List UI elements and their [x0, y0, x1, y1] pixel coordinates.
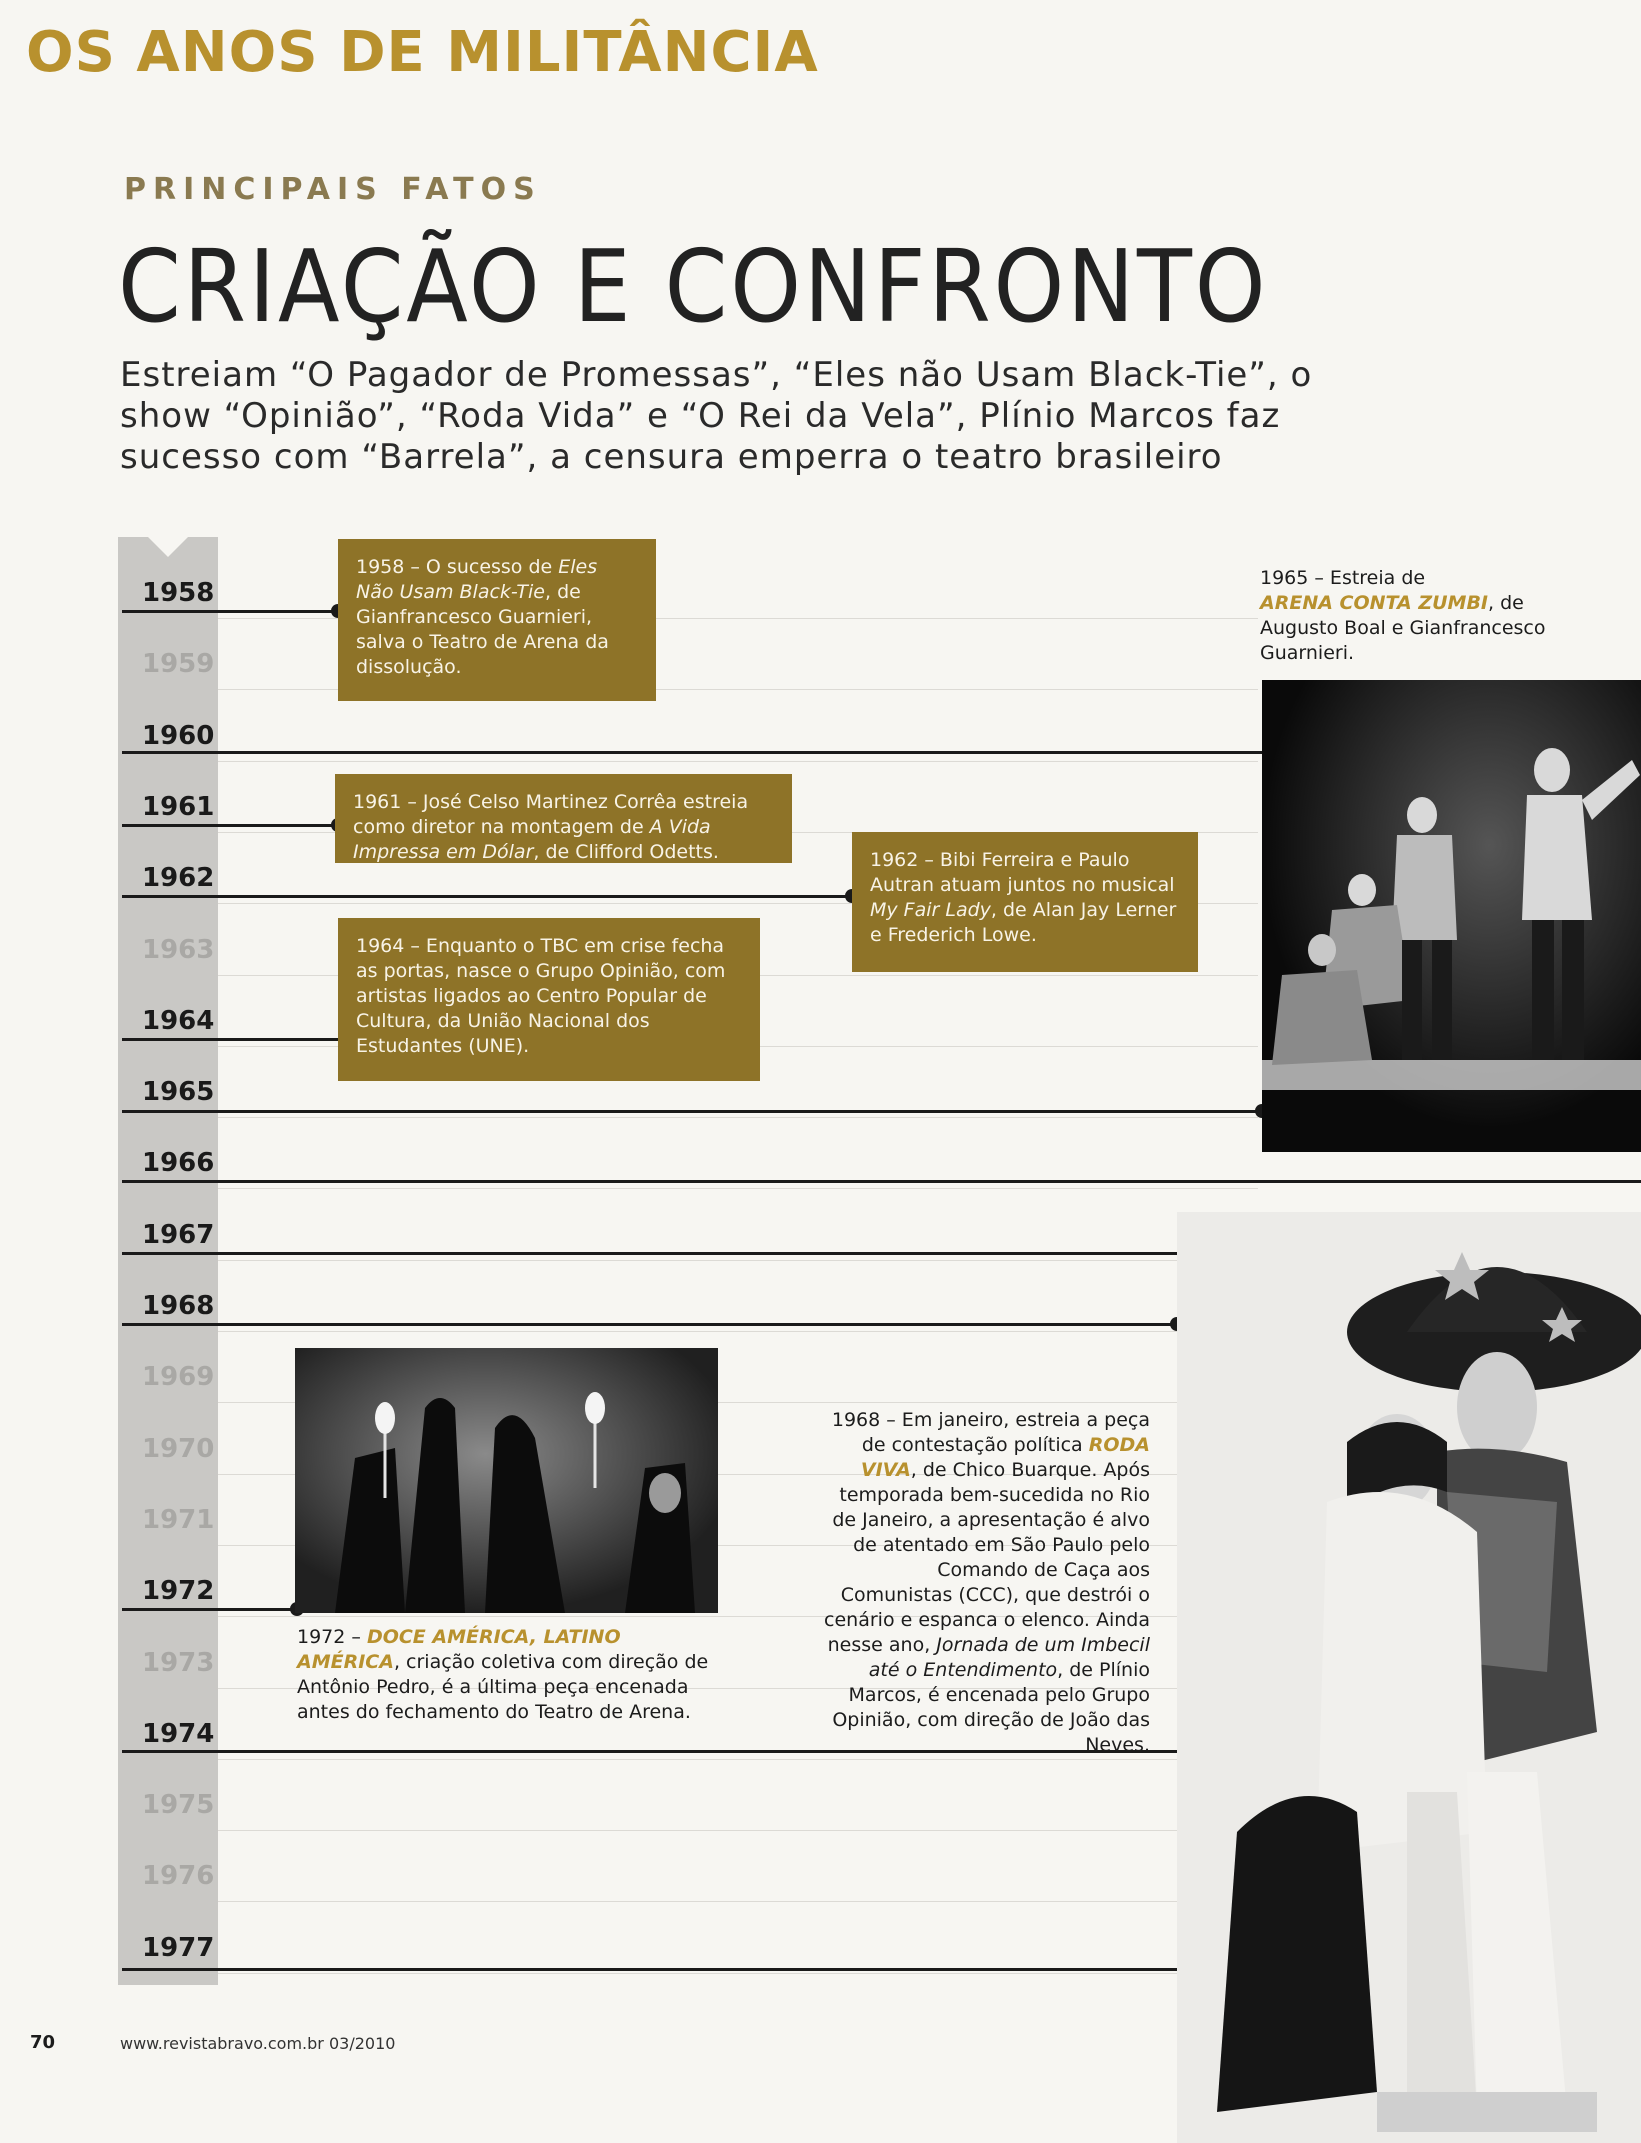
- year-1968: 1968: [142, 1291, 215, 1321]
- caption-1972: 1972 – DOCE AMÉRICA, LATINO AMÉRICA, criação coletiva com direção de Antônio Pedro, é a última peça encenada antes do fechamento do Teatro de Arena.: [297, 1626, 709, 1723]
- event-box-1962: 1962 – Bibi Ferreira e Paulo Autran atuam juntos no musical My Fair Lady, de Alan Jay Lerner e Frederich Lowe.: [852, 832, 1198, 972]
- year-1965: 1965: [142, 1077, 215, 1108]
- year-1973: 1973: [142, 1647, 215, 1678]
- connector-1964: [122, 1038, 338, 1041]
- kicker: PRINCIPAIS FATOS: [124, 172, 542, 207]
- headline: CRIAÇÃO E CONFRONTO: [118, 228, 1269, 345]
- grid-line: [218, 761, 1258, 762]
- year-1962: 1962: [142, 863, 215, 894]
- connector-1962: [122, 895, 852, 898]
- year-1976: 1976: [142, 1861, 215, 1892]
- section-title: OS ANOS DE MILITÂNCIA: [26, 20, 819, 85]
- year-1972: 1972: [142, 1576, 215, 1607]
- year-1977: 1977: [142, 1932, 215, 1963]
- photo-arena-conta-zumbi: [1262, 680, 1641, 1152]
- year-1959: 1959: [142, 649, 215, 680]
- grid-line: [218, 1260, 1258, 1261]
- year-1958: 1958: [142, 578, 215, 608]
- event-box-1958: 1958 – O sucesso de Eles Não Usam Black-Tie, de Gianfrancesco Guarnieri, salva o Teatro de Arena da dissolução.: [338, 539, 656, 701]
- lede: Estreiam “O Pagador de Promessas”, “Eles não Usam Black-Tie”, o show “Opinião”, “Roda Vida” e “O Rei da Vela”, Plínio Marcos faz sucesso com “Barrela”, a censura emperra o teatro brasileiro: [120, 355, 1313, 477]
- line-1968: [122, 1323, 1177, 1326]
- caption-1968: 1968 – Em janeiro, estreia a peça de contestação política RODA VIVA, de Chico Buarque. Após temporada bem-sucedida no Rio de Janeiro, a apresentação é alvo de atentado em São Paulo pelo Comando de Caça aos Comunistas (CCC), que destrói o cenário e espanca o elenco. Ainda nesse ano, Jornada de um Imbecil até o Entendimento, de Plínio Marcos, é encenada pelo Grupo Opinião, com direção de João das Neves.: [824, 1409, 1150, 1756]
- photo-doce-america: [295, 1348, 718, 1613]
- connector-1961: [122, 824, 338, 827]
- event-box-1961: 1961 – José Celso Martinez Corrêa estreia como diretor na montagem de A Vida Impressa em Dólar, de Clifford Odetts.: [335, 774, 792, 863]
- page-number: 70: [30, 2032, 56, 2053]
- photo-roda-viva: [1177, 1212, 1641, 2143]
- connector-1958: [122, 610, 338, 613]
- line-1965: [122, 1110, 1262, 1113]
- year-1964: 1964: [142, 1005, 215, 1036]
- year-1971: 1971: [142, 1504, 215, 1535]
- footer-site: www.revistabravo.com.br 03/2010: [120, 2034, 396, 2053]
- line-1977: [122, 1968, 1177, 1971]
- year-bar-notch: [148, 537, 188, 557]
- year-bar: [118, 537, 218, 1985]
- grid-line: [218, 1973, 1258, 1974]
- event-box-1964: 1964 – Enquanto o TBC em crise fecha as portas, nasce o Grupo Opinião, com artistas ligados ao Centro Popular de Cultura, da União Nacional dos Estudantes (UNE).: [338, 918, 760, 1081]
- year-1970: 1970: [142, 1433, 215, 1464]
- grid-line: [218, 1759, 1258, 1760]
- year-1974: 1974: [142, 1718, 215, 1749]
- grid-line: [218, 1331, 1258, 1332]
- line-1966: [122, 1180, 1641, 1183]
- grid-line: [218, 1830, 1258, 1831]
- year-1960: 1960: [142, 720, 215, 751]
- line-1967: [122, 1252, 1177, 1255]
- connector-1972: [122, 1608, 298, 1611]
- grid-line: [218, 1901, 1258, 1902]
- year-1975: 1975: [142, 1790, 215, 1821]
- year-1961: 1961: [142, 791, 215, 822]
- grid-line: [218, 1188, 1258, 1189]
- year-1966: 1966: [142, 1148, 215, 1179]
- year-1967: 1967: [142, 1219, 215, 1250]
- caption-1965: 1965 – Estreia de ARENA CONTA ZUMBI, de Augusto Boal e Gianfrancesco Guarnieri.: [1260, 567, 1546, 664]
- line-1960: [122, 751, 1262, 754]
- year-1969: 1969: [142, 1362, 215, 1393]
- year-1963: 1963: [142, 934, 215, 965]
- grid-line: [218, 1117, 1258, 1118]
